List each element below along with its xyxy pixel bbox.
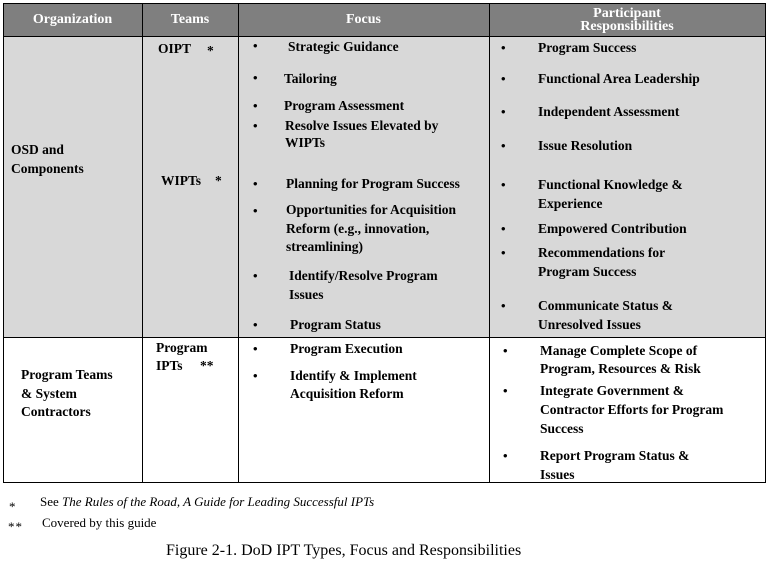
focus-item: Program Execution (290, 341, 403, 356)
figure-caption: Figure 2-1. DoD IPT Types, Focus and Responsibilities (166, 542, 522, 559)
focus-item: Identify & Implement (290, 368, 417, 383)
bullet: • (501, 138, 506, 153)
bullet: • (503, 343, 508, 358)
bullet: • (501, 245, 506, 260)
footnote-1-prefix: See (40, 494, 59, 509)
bullet: • (501, 40, 506, 55)
responsibility-item: Recommendations for (538, 245, 666, 260)
bullet: • (253, 98, 258, 113)
table-border-right (765, 3, 766, 483)
responsibility-item-cont: Unresolved Issues (538, 317, 641, 332)
bullet: • (503, 448, 508, 463)
bullet: • (501, 298, 506, 313)
table-border-left (3, 3, 4, 483)
responsibility-item: Integrate Government & (540, 383, 684, 398)
org-program-teams-line3: Contractors (21, 404, 91, 419)
focus-item-cont: Reform (e.g., innovation, (286, 221, 430, 236)
column-divider-teams (142, 3, 143, 483)
team-program-ipts-line2: IPTs (156, 358, 183, 373)
bullet: • (253, 317, 258, 332)
focus-item: Program Status (290, 317, 381, 332)
team-program-ipts-line1: Program (156, 340, 208, 355)
bullet: • (501, 71, 506, 86)
footnote-mark-1: * (9, 499, 16, 514)
footnote-1-title: The Rules of the Road, A Guide for Leading Successful IPTs (62, 494, 375, 509)
header-responsibilities: Participant Responsibilities (489, 3, 765, 36)
bullet: • (253, 203, 258, 218)
table-border-top (3, 3, 765, 4)
header-focus: Focus (238, 3, 489, 36)
responsibility-item-cont: Success (540, 421, 584, 436)
table-border-bottom (3, 482, 765, 483)
focus-item: Identify/Resolve Program (289, 268, 438, 283)
responsibility-item-cont: Issues (540, 467, 575, 482)
responsibility-item: Manage Complete Scope of (540, 343, 698, 358)
bullet: • (253, 118, 258, 133)
bullet: • (253, 341, 258, 356)
focus-item: Strategic Guidance (288, 39, 399, 54)
team-oipt-mark: * (207, 43, 214, 58)
focus-item: Tailoring (284, 71, 337, 86)
focus-item: Planning for Program Success (286, 176, 460, 191)
focus-item: Program Assessment (284, 98, 405, 113)
team-oipt: OIPT (158, 41, 192, 56)
footnote-2: Covered by this guide (42, 515, 157, 530)
responsibility-item: Functional Knowledge & (538, 177, 683, 192)
responsibility-item-cont: Program Success (538, 264, 637, 279)
team-program-ipts-mark: ** (200, 358, 214, 373)
header-organization: Organization (3, 3, 142, 36)
header-teams: Teams (142, 3, 238, 36)
team-wipts-mark: * (215, 173, 222, 188)
responsibility-item: Independent Assessment (538, 104, 680, 119)
focus-item: Opportunities for Acquisition (286, 202, 457, 217)
focus-item-cont: WIPTs (285, 135, 326, 150)
team-wipts: WIPTs (161, 173, 202, 188)
org-osd-line2: Components (11, 161, 84, 176)
column-divider-responsibilities (489, 3, 490, 483)
responsibility-item-cont: Program, Resources & Risk (540, 361, 701, 376)
focus-item: Resolve Issues Elevated by (285, 118, 439, 133)
org-program-teams-line2: & System (21, 386, 77, 401)
responsibility-item: Issue Resolution (538, 138, 633, 153)
bullet: • (501, 177, 506, 192)
column-divider-focus (238, 3, 239, 483)
footnote-mark-2: ** (8, 519, 23, 534)
bullet: • (501, 221, 506, 236)
responsibility-item: Communicate Status & (538, 298, 673, 313)
row-divider (3, 337, 765, 338)
responsibility-item: Empowered Contribution (538, 221, 687, 236)
responsibility-item: Program Success (538, 40, 637, 55)
bullet: • (253, 268, 258, 283)
bullet: • (253, 38, 258, 53)
org-program-teams-line1: Program Teams (21, 367, 113, 382)
focus-item-cont: Issues (289, 287, 324, 302)
focus-item-cont: streamlining) (286, 239, 363, 254)
focus-item-cont: Acquisition Reform (290, 386, 404, 401)
responsibility-item: Functional Area Leadership (538, 71, 700, 86)
responsibility-item-cont: Experience (538, 196, 603, 211)
responsibility-item: Report Program Status & (540, 448, 690, 463)
bullet: • (253, 176, 258, 191)
bullet: • (503, 383, 508, 398)
org-osd-line1: OSD and (11, 142, 64, 157)
responsibility-item-cont: Contractor Efforts for Program (540, 402, 724, 417)
bullet: • (501, 104, 506, 119)
bullet: • (253, 368, 258, 383)
bullet: • (253, 70, 258, 85)
footnote-1 (40, 494, 374, 510)
